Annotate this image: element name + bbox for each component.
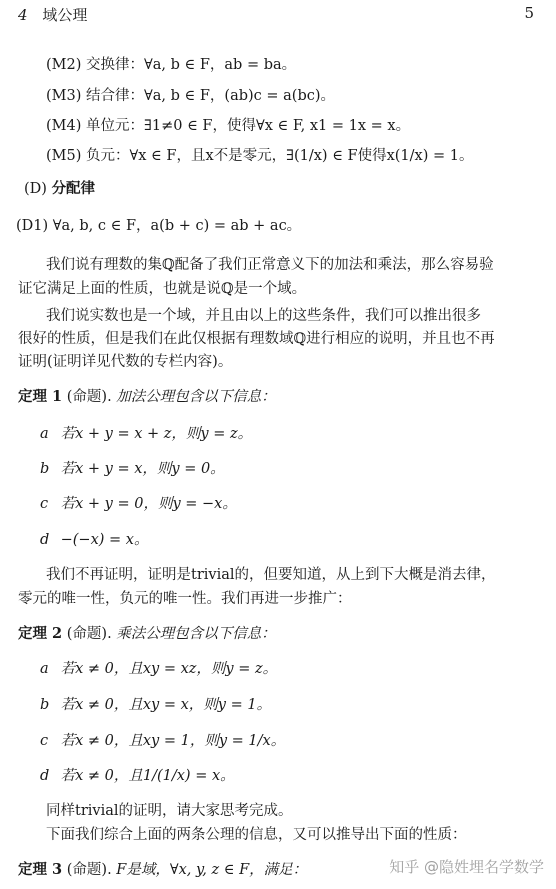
- theorem-item: [40, 459, 225, 479]
- theorem-note: (命题).: [66, 862, 112, 878]
- theorem-title: 定理 3: [18, 861, 63, 878]
- axiom-label: (M2): [46, 57, 82, 73]
- theorem-note: (命题).: [66, 389, 112, 405]
- item-label: b: [40, 461, 50, 477]
- axiom-text: 负元：∀x ∈ F，且x不是零元，∃(1/x) ∈ F使得x(1/x) = 1。: [86, 148, 474, 164]
- axiom-label: (D1): [16, 218, 49, 234]
- axiom-label: (M5): [46, 148, 82, 164]
- theorem-item: [40, 731, 285, 751]
- item-text: 若x ≠ 0，且xy = x，则y = 1。: [60, 697, 272, 713]
- theorem-item: [40, 494, 237, 514]
- axiom-m5: [46, 146, 473, 166]
- theorem-item: [40, 659, 277, 679]
- watermark: 知乎 @隐姓埋名学数学: [389, 858, 544, 876]
- axiom-m4: [46, 116, 410, 136]
- axiom-m2: [46, 55, 296, 75]
- theorem-3-header: [18, 860, 307, 880]
- axiom-text: ∀a, b, c ∈ F，a(b + c) = ab + ac。: [52, 218, 302, 234]
- theorem-statement: 加法公理包含以下信息：: [116, 389, 276, 405]
- paragraph-line: 我们说有理数的集ℚ配备了我们正常意义下的加法和乘法，那么容易验: [46, 257, 494, 273]
- item-text: 若x ≠ 0，且xy = xz，则y = z。: [60, 661, 278, 677]
- item-text: −(−x) = x。: [60, 532, 149, 548]
- theorem-statement: F是域，∀x, y, z ∈ F，满足：: [116, 862, 308, 878]
- axiom-label: (M3): [46, 88, 82, 104]
- paragraph-line: 证它满足上面的性质，也就是说ℚ是一个域。: [18, 281, 307, 297]
- theorem-note: (命题).: [66, 626, 112, 642]
- axiom-m3: [46, 86, 335, 106]
- item-text: 若x ≠ 0，且xy = 1，则y = 1/x。: [60, 733, 286, 749]
- section-title: 域公理: [42, 6, 88, 24]
- axiom-text: 交换律：∀a, b ∈ F，ab = ba。: [86, 57, 297, 73]
- theorem-2-header: [18, 624, 276, 644]
- paragraph-line: 零元的唯一性，负元的唯一性。我们再进一步推广：: [18, 591, 352, 607]
- item-text: 若x + y = x，则y = 0。: [60, 461, 225, 477]
- page-number: 5: [524, 4, 534, 22]
- item-label: c: [40, 733, 49, 749]
- item-label: d: [40, 768, 50, 784]
- item-text: 若x ≠ 0，且1/(1/x) = x。: [60, 768, 235, 784]
- paragraph-line: 很好的性质，但是我们在此仅根据有理数域ℚ进行相应的说明，并且也不再: [18, 331, 495, 347]
- item-label: b: [40, 697, 50, 713]
- item-text: 若x + y = 0，则y = −x。: [60, 496, 237, 512]
- item-text: 若x + y = x + z，则y = z。: [60, 426, 253, 442]
- theorem-item: [40, 424, 252, 444]
- running-header: [18, 4, 87, 25]
- axiom-text: 单位元：∃1≠0 ∈ F，使得∀x ∈ F, x1 = 1x = x。: [86, 118, 411, 134]
- axiom-d1: [16, 216, 301, 236]
- paragraph-line: 同样trivial的证明，请大家思考完成。: [46, 803, 293, 819]
- section-d-title: 分配律: [51, 180, 96, 197]
- axiom-label: (M4): [46, 118, 82, 134]
- theorem-item: [40, 695, 271, 715]
- theorem-title: 定理 2: [18, 625, 63, 642]
- paragraph-line: 我们不再证明，证明是trivial的，但要知道，从上到下大概是消去律，: [46, 567, 496, 583]
- paragraph-line: 我们说实数也是一个域，并且由以上的这些条件，我们可以推出很多: [46, 308, 481, 324]
- theorem-1-header: [18, 387, 276, 407]
- section-number: 4: [18, 6, 28, 24]
- item-label: a: [40, 426, 49, 442]
- theorem-item: [40, 530, 148, 550]
- section-d-label: (D): [24, 181, 47, 197]
- paragraph-line: 下面我们综合上面的两条公理的信息，又可以推导出下面的性质：: [46, 827, 467, 843]
- paragraph-line: 证明(证明详见代数的专栏内容)。: [18, 354, 233, 370]
- theorem-statement: 乘法公理包含以下信息：: [116, 626, 276, 642]
- item-label: a: [40, 661, 49, 677]
- section-d-heading: [24, 179, 95, 199]
- axiom-text: 结合律：∀a, b ∈ F，(ab)c = a(bc)。: [86, 88, 335, 104]
- item-label: d: [40, 532, 50, 548]
- theorem-title: 定理 1: [18, 388, 63, 405]
- theorem-item: [40, 766, 235, 786]
- item-label: c: [40, 496, 49, 512]
